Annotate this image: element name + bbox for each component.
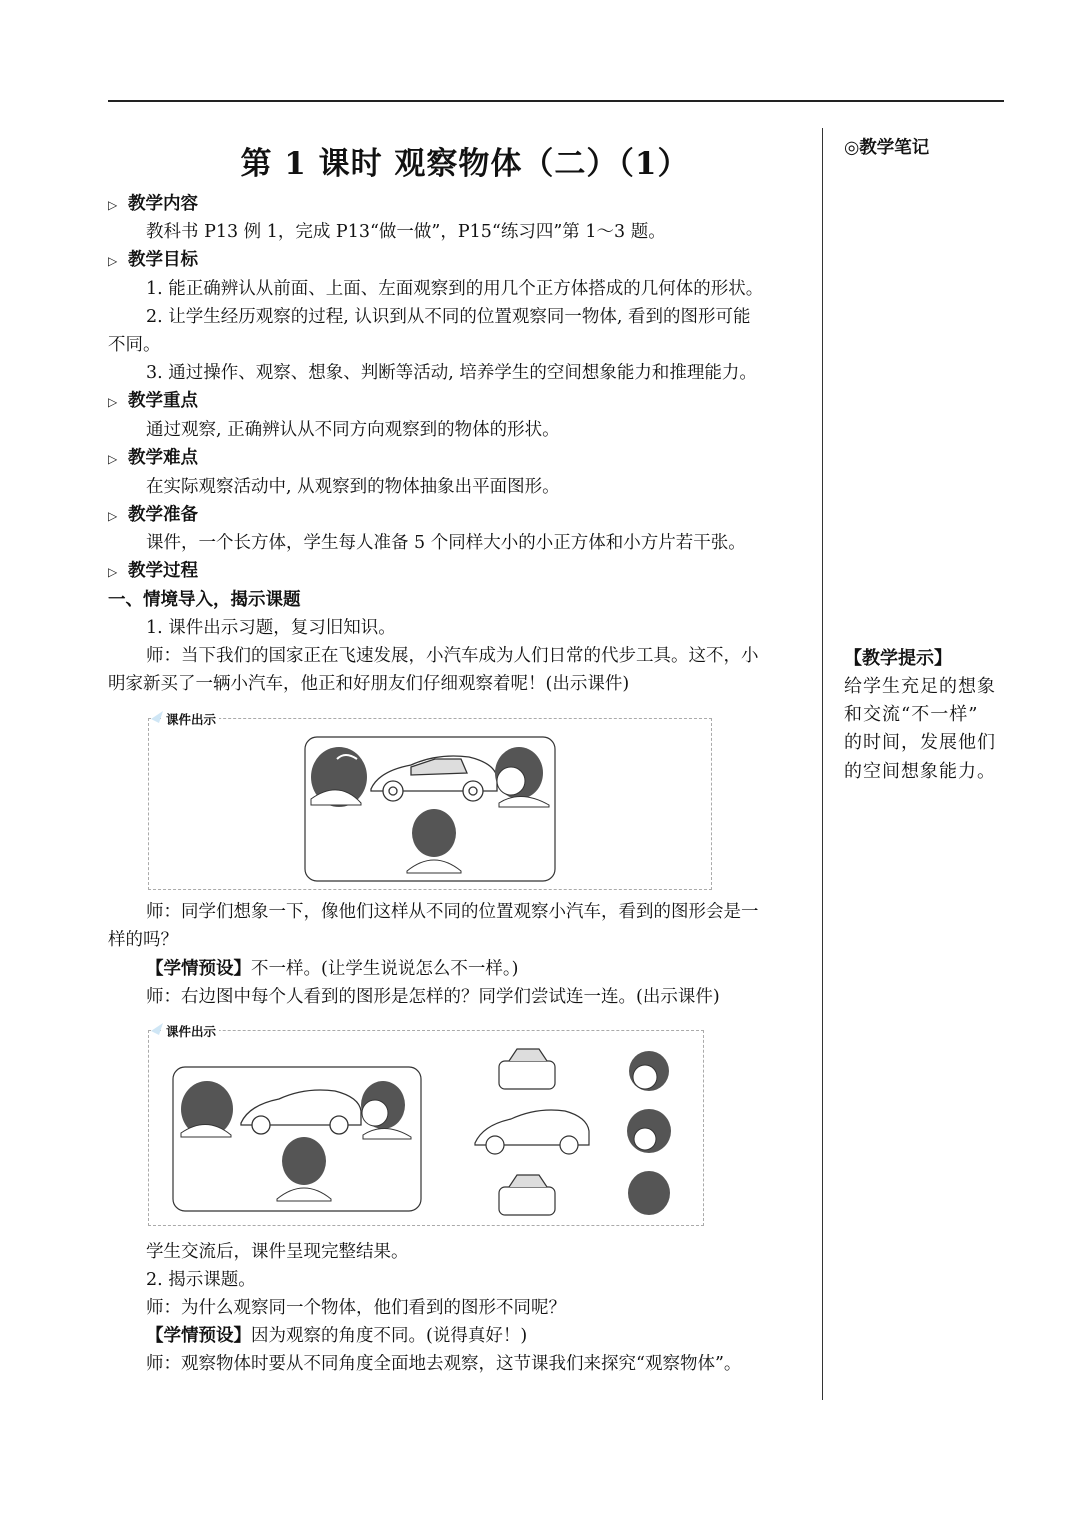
courseware-figure-1 bbox=[148, 712, 712, 890]
preset-tag: 【学情预设】 bbox=[146, 1326, 251, 1346]
difficulty-text: 在实际观察活动中, 从观察到的物体抽象出平面图形。 bbox=[146, 477, 560, 497]
courseware-figure-2 bbox=[148, 1024, 704, 1226]
process-p9: 【学情预设】因为观察的角度不同。(说得真好！) bbox=[146, 1326, 528, 1346]
section-key: ▷ 教学重点 bbox=[108, 391, 198, 411]
back-of-head-icon bbox=[628, 1171, 670, 1215]
page-title: 第 1 课时 观察物体（二）（1） bbox=[240, 146, 690, 182]
section-difficulty: ▷ 教学难点 bbox=[108, 448, 198, 468]
triangle-bullet-icon: ▷ bbox=[108, 509, 118, 523]
goal-3: 3. 通过操作、观察、想象、判断等活动, 培养学生的空间想象能力和推理能力。 bbox=[146, 363, 757, 383]
triangle-bullet-icon: ▷ bbox=[108, 395, 118, 409]
car-side-icon bbox=[371, 756, 497, 801]
process-p3-cont: 样的吗？ bbox=[108, 930, 178, 950]
process-p1: 1. 课件出示习题，复习旧知识。 bbox=[146, 618, 396, 638]
car-side-view-icon bbox=[475, 1110, 589, 1154]
process-p10: 师：观察物体时要从不同角度全面地去观察，这节课我们来探究“观察物体”。 bbox=[146, 1354, 742, 1374]
boy-face-icon bbox=[629, 1051, 669, 1091]
figure-label: 课件出示 bbox=[163, 1022, 219, 1040]
section-process: ▷ 教学过程 bbox=[108, 561, 198, 581]
process-part-1: 一、情境导入，揭示课题 bbox=[108, 590, 301, 610]
process-p2-cont: 明家新买了一辆小汽车，他正和好朋友们仔细观察着呢！(出示课件) bbox=[108, 674, 630, 694]
triangle-bullet-icon: ▷ bbox=[108, 198, 118, 212]
prep-text: 课件，一个长方体，学生每人准备 5 个同样大小的小正方体和小方片若干张。 bbox=[146, 533, 746, 553]
car-side-icon bbox=[241, 1090, 361, 1134]
preset-tag: 【学情预设】 bbox=[146, 959, 251, 979]
girl-left-icon bbox=[311, 747, 367, 807]
pencil-mark-icon bbox=[151, 711, 163, 723]
pencil-mark-icon bbox=[151, 1023, 163, 1035]
process-p4: 【学情预设】不一样。(让学生说说怎么不一样。) bbox=[146, 959, 519, 979]
tip-line: 的空间想象能力。 bbox=[844, 761, 996, 782]
girl-left-icon bbox=[181, 1081, 233, 1137]
triangle-bullet-icon: ▷ bbox=[108, 254, 118, 268]
boy-right-icon bbox=[495, 747, 549, 807]
margin-divider bbox=[822, 128, 823, 1400]
boy-back-icon bbox=[277, 1137, 331, 1201]
section-content: ▷ 教学内容 bbox=[108, 194, 198, 214]
car-observation-illustration bbox=[149, 719, 711, 889]
process-p5: 师：右边图中每个人看到的图形是怎样的？同学们尝试连一连。(出示课件) bbox=[146, 987, 720, 1007]
process-p2: 师：当下我们的国家正在飞速发展，小汽车成为人们日常的代步工具。这不，小 bbox=[146, 646, 759, 666]
tip-line: 和交流“不一样” bbox=[844, 704, 979, 725]
tip-line: 给学生充足的想象 bbox=[844, 676, 996, 697]
section-prep: ▷ 教学准备 bbox=[108, 505, 198, 525]
section-goals: ▷ 教学目标 bbox=[108, 250, 198, 270]
boy-back-icon bbox=[407, 809, 461, 873]
process-p7: 2. 揭示课题。 bbox=[146, 1270, 256, 1290]
tip-heading: 【教学提示】 bbox=[844, 648, 952, 669]
process-p3: 师：同学们想象一下，像他们这样从不同的位置观察小汽车，看到的图形会是一 bbox=[146, 902, 759, 922]
goal-1: 1. 能正确辨认从前面、上面、左面观察到的用几个正方体搭成的几何体的形状。 bbox=[146, 279, 764, 299]
triangle-bullet-icon: ▷ bbox=[108, 452, 118, 466]
key-text: 通过观察, 正确辨认从不同方向观察到的物体的形状。 bbox=[146, 420, 560, 440]
girl-face-icon bbox=[627, 1109, 671, 1153]
process-p8: 师：为什么观察同一个物体，他们看到的图形不同呢？ bbox=[146, 1298, 566, 1318]
process-p6: 学生交流后，课件呈现完整结果。 bbox=[146, 1242, 409, 1262]
tip-line: 的时间，发展他们 bbox=[844, 732, 996, 753]
goal-2: 2. 让学生经历观察的过程, 认识到从不同的位置观察同一物体, 看到的图形可能 bbox=[146, 307, 751, 327]
car-rear-view-icon bbox=[499, 1175, 555, 1215]
triangle-bullet-icon: ▷ bbox=[108, 565, 118, 579]
boy-right-icon bbox=[361, 1081, 411, 1139]
top-rule bbox=[108, 100, 1004, 102]
matching-illustration bbox=[149, 1031, 703, 1225]
car-front-view-icon bbox=[499, 1049, 555, 1089]
notes-title: ◎教学笔记 bbox=[844, 138, 930, 158]
content-text: 教科书 P13 例 1，完成 P13“做一做”，P15“练习四”第 1～3 题。 bbox=[146, 222, 666, 242]
goal-2-cont: 不同。 bbox=[108, 335, 161, 355]
figure-label: 课件出示 bbox=[163, 710, 219, 728]
